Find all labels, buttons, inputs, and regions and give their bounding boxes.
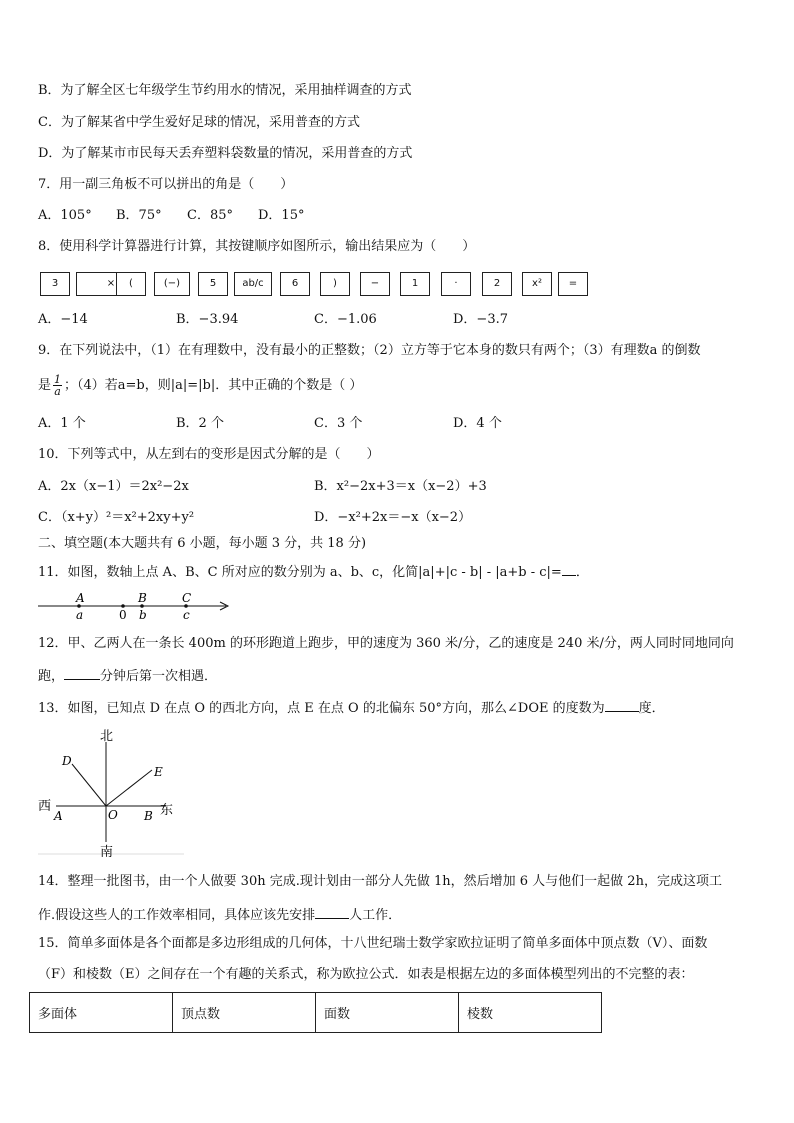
option-c: C．为了解某省中学生爱好足球的情况，采用普查的方式 — [38, 115, 360, 130]
q7-option-d: D．15° — [258, 208, 305, 223]
answer-blank — [315, 904, 349, 919]
q10-option-d: D．−x²+2x＝−x（x−2） — [314, 510, 472, 525]
option-d: D．为了解某市市民每天丢弃塑料袋数量的情况，采用普查的方式 — [38, 146, 413, 161]
answer-blank — [605, 697, 639, 712]
q10-option-b: B．x²−2x+3＝x（x−2）+3 — [314, 479, 487, 494]
header-polyhedron: 多面体 — [30, 993, 173, 1033]
table-header-row — [30, 993, 602, 1033]
polyhedron-table — [29, 992, 602, 1033]
key-3: 3 — [40, 272, 70, 296]
key-multiply: × — [76, 272, 146, 296]
q12-suffix: 分钟后第一次相遇． — [100, 669, 218, 684]
east-label: 东 — [160, 803, 174, 818]
q8-option-c: C．−1.06 — [314, 312, 377, 327]
q8-option-d: D．−3.7 — [453, 312, 508, 327]
fraction-denominator: a — [54, 385, 61, 398]
q11-text: 11．如图，数轴上点 A、B、C 所对应的数分别为 a、b、c，化简|a|+|c - b| - |a+b - c|= — [38, 565, 562, 580]
point-a-label: A — [54, 809, 63, 823]
question-7: 7．用一副三角板不可以拼出的角是（ ） — [38, 177, 294, 192]
value-a-label: a — [76, 608, 84, 622]
answer-blank — [64, 665, 100, 680]
q9-option-b: B．2 个 — [176, 416, 224, 431]
section-fill-in-heading: 二、填空题(本大题共有 6 小题，每小题 3 分，共 18 分) — [38, 536, 367, 551]
question-15-line2: （F）和棱数（E）之间存在一个有趣的关系式，称为欧拉公式．如表是根据左边的多面体模型列出的不完整的表： — [38, 967, 694, 982]
q9-option-c: C．3 个 — [314, 416, 363, 431]
key-1: 1 — [400, 272, 430, 296]
compass-figure — [36, 726, 186, 860]
question-8: 8．使用科学计算器进行计算，其按键顺序如图所示，输出结果应为（ ） — [38, 239, 476, 254]
q8-option-b: B．−3.94 — [176, 312, 239, 327]
key-equals: = — [558, 272, 588, 296]
q9-option-d: D．4 个 — [453, 416, 502, 431]
q7-option-a: A．105° — [38, 208, 92, 223]
point-b-label: B — [138, 591, 147, 605]
key-open-paren: ( — [116, 272, 146, 296]
q12-prefix: 跑， — [38, 669, 65, 684]
north-label: 北 — [100, 729, 114, 744]
point-e-label: E — [154, 765, 163, 779]
question-15-line1: 15．简单多面体是各个面都是多边形组成的几何体，十八世纪瑞士数学家欧拉证明了简单多面体中顶点数（V）、面数 — [38, 936, 708, 951]
q13-suffix: 度． — [638, 701, 665, 716]
point-c-label: C — [182, 591, 192, 605]
key-fraction: ab/c — [234, 272, 272, 296]
question-10: 10．下列等式中，从左到右的变形是因式分解的是（ ） — [38, 447, 380, 462]
question-9-line2 — [38, 374, 362, 397]
q9-suffix: ；（4）若a=b，则|a|=|b|．其中正确的个数是（ ） — [64, 378, 363, 393]
key-decimal: · — [441, 272, 471, 296]
question-11 — [38, 561, 589, 582]
point-b-label: B — [144, 809, 153, 823]
q9-option-a: A．1 个 — [38, 416, 86, 431]
key-5: 5 — [198, 272, 228, 296]
value-c-label: c — [183, 608, 190, 622]
q9-prefix: 是 — [38, 378, 52, 393]
header-faces: 面数 — [316, 993, 459, 1033]
q10-option-c: C．（x+y）²＝x²+2xy+y² — [38, 510, 195, 525]
answer-blank — [562, 561, 576, 576]
point-a-label: A — [76, 591, 85, 605]
q13-text: 13．如图，已知点 D 在点 O 的西北方向，点 E 在点 O 的北偏东 50°方向，那么∠DOE 的度数为 — [38, 701, 605, 716]
q10-option-a: A．2x（x−1）＝2x²−2x — [38, 479, 189, 494]
key-6: 6 — [280, 272, 310, 296]
west-label: 西 — [38, 799, 52, 814]
key-minus: − — [360, 272, 390, 296]
key-negative: (−) — [154, 272, 190, 296]
q7-option-b: B．75° — [116, 208, 162, 223]
point-o-label: O — [108, 808, 118, 822]
key-close-paren: ) — [320, 272, 350, 296]
question-13 — [38, 697, 665, 718]
q7-option-c: C．85° — [187, 208, 233, 223]
question-14-line2 — [38, 904, 401, 925]
point-d-label: D — [62, 754, 72, 768]
question-9-line1: 9．在下列说法中，（1）在有理数中，没有最小的正整数；（2）立方等于它本身的数只有两个；（3）有理数a 的倒数 — [38, 343, 701, 358]
key-square: x² — [522, 272, 552, 296]
q11-end: ． — [575, 565, 589, 580]
south-label: 南 — [100, 845, 114, 860]
q8-option-a: A．−14 — [38, 312, 88, 327]
fraction-numerator: 1 — [54, 373, 62, 386]
option-b: B．为了解全区七年级学生节约用水的情况，采用抽样调查的方式 — [38, 83, 412, 98]
value-b-label: b — [139, 608, 147, 622]
header-edges: 棱数 — [459, 993, 602, 1033]
question-12-line2 — [38, 665, 217, 686]
zero-label: 0 — [119, 608, 127, 622]
key-2: 2 — [482, 272, 512, 296]
q14-prefix: 作.假设这些人的工作效率相同，具体应该先安排 — [38, 908, 316, 923]
number-line-figure — [36, 590, 236, 624]
question-14-line1: 14．整理一批图书，由一个人做要 30h 完成.现计划由一部分人先做 1h，然后增加 6 人与他们一起做 2h，完成这项工 — [38, 874, 722, 889]
q14-suffix: 人工作． — [349, 908, 402, 923]
question-12-line1: 12．甲、乙两人在一条长 400m 的环形跑道上跑步，甲的速度为 360 米/分，乙的速度是 240 米/分，两人同时同地同向 — [38, 636, 734, 651]
q9-fraction — [53, 374, 62, 397]
header-vertices: 顶点数 — [173, 993, 316, 1033]
